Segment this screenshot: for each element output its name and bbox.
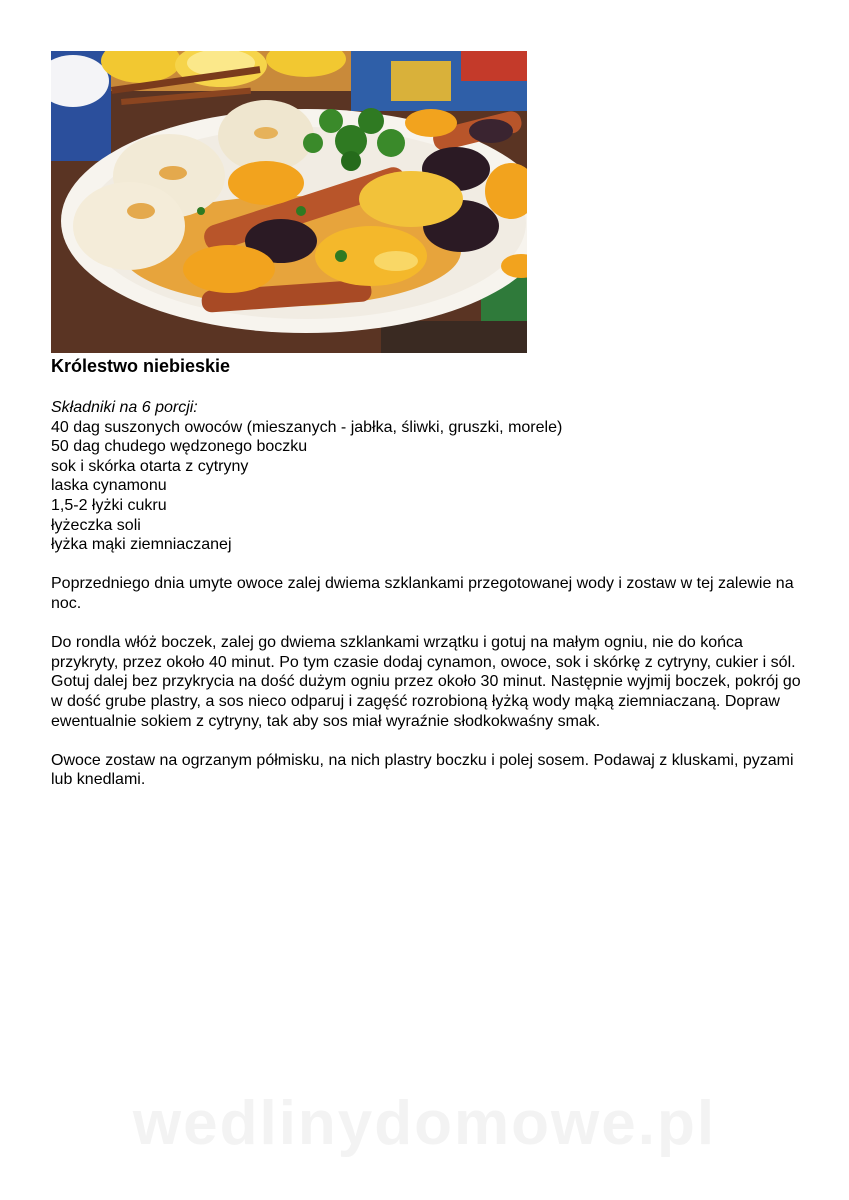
dish-photo [51,51,527,353]
ingredients-heading: Składniki na 6 porcji: [51,399,198,416]
ingredient-item: 40 dag suszonych owoców (mieszanych - jabłka, śliwki, gruszki, morele) [51,418,563,436]
step-paragraph: Do rondla włóż boczek, zalej go dwiema szklankami wrzątku i gotuj na małym ogniu, nie do końca przykryty, przez około 40 minut. Po tym czasie dodaj cynamon, owoce, sok i skórkę z cytryny, cukier i sól. Gotuj dalej bez przykrycia na dość dużym ogniu przez około 30 minut. Następnie wyjmij boczek, pokrój go w dość grube plastry, a sos nieco odparuj i zagęść rozrobioną łyżką wody mąką ziemniaczaną. Dopraw ewentualnie sokiem z cytryny, tak aby sos miał wyraźnie słodkokwaśny smak. [51,634,801,730]
ingredient-item: łyżeczka soli [51,516,141,534]
step-paragraph: Poprzedniego dnia umyte owoce zalej dwiema szklankami przegotowanej wody i zostaw w tej zalewie na noc. [51,575,794,612]
ingredient-item: sok i skórka otarta z cytryny [51,457,249,475]
ingredient-item: laska cynamonu [51,477,167,495]
ingredient-item: 1,5-2 łyżki cukru [51,496,167,514]
step-paragraph: Owoce zostaw na ogrzanym półmisku, na nich plastry boczku i polej sosem. Podawaj z kluskami, pyzami lub knedlami. [51,751,794,789]
recipe-body [51,398,811,790]
ingredients-list [51,418,811,555]
ingredient-item: łyżka mąki ziemniaczanej [51,536,232,554]
watermark: wedlinydomowe.pl [132,1089,717,1158]
ingredient-item: 50 dag chudego wędzonego boczku [51,438,308,456]
recipe-title: Królestwo niebieskie [51,356,231,376]
